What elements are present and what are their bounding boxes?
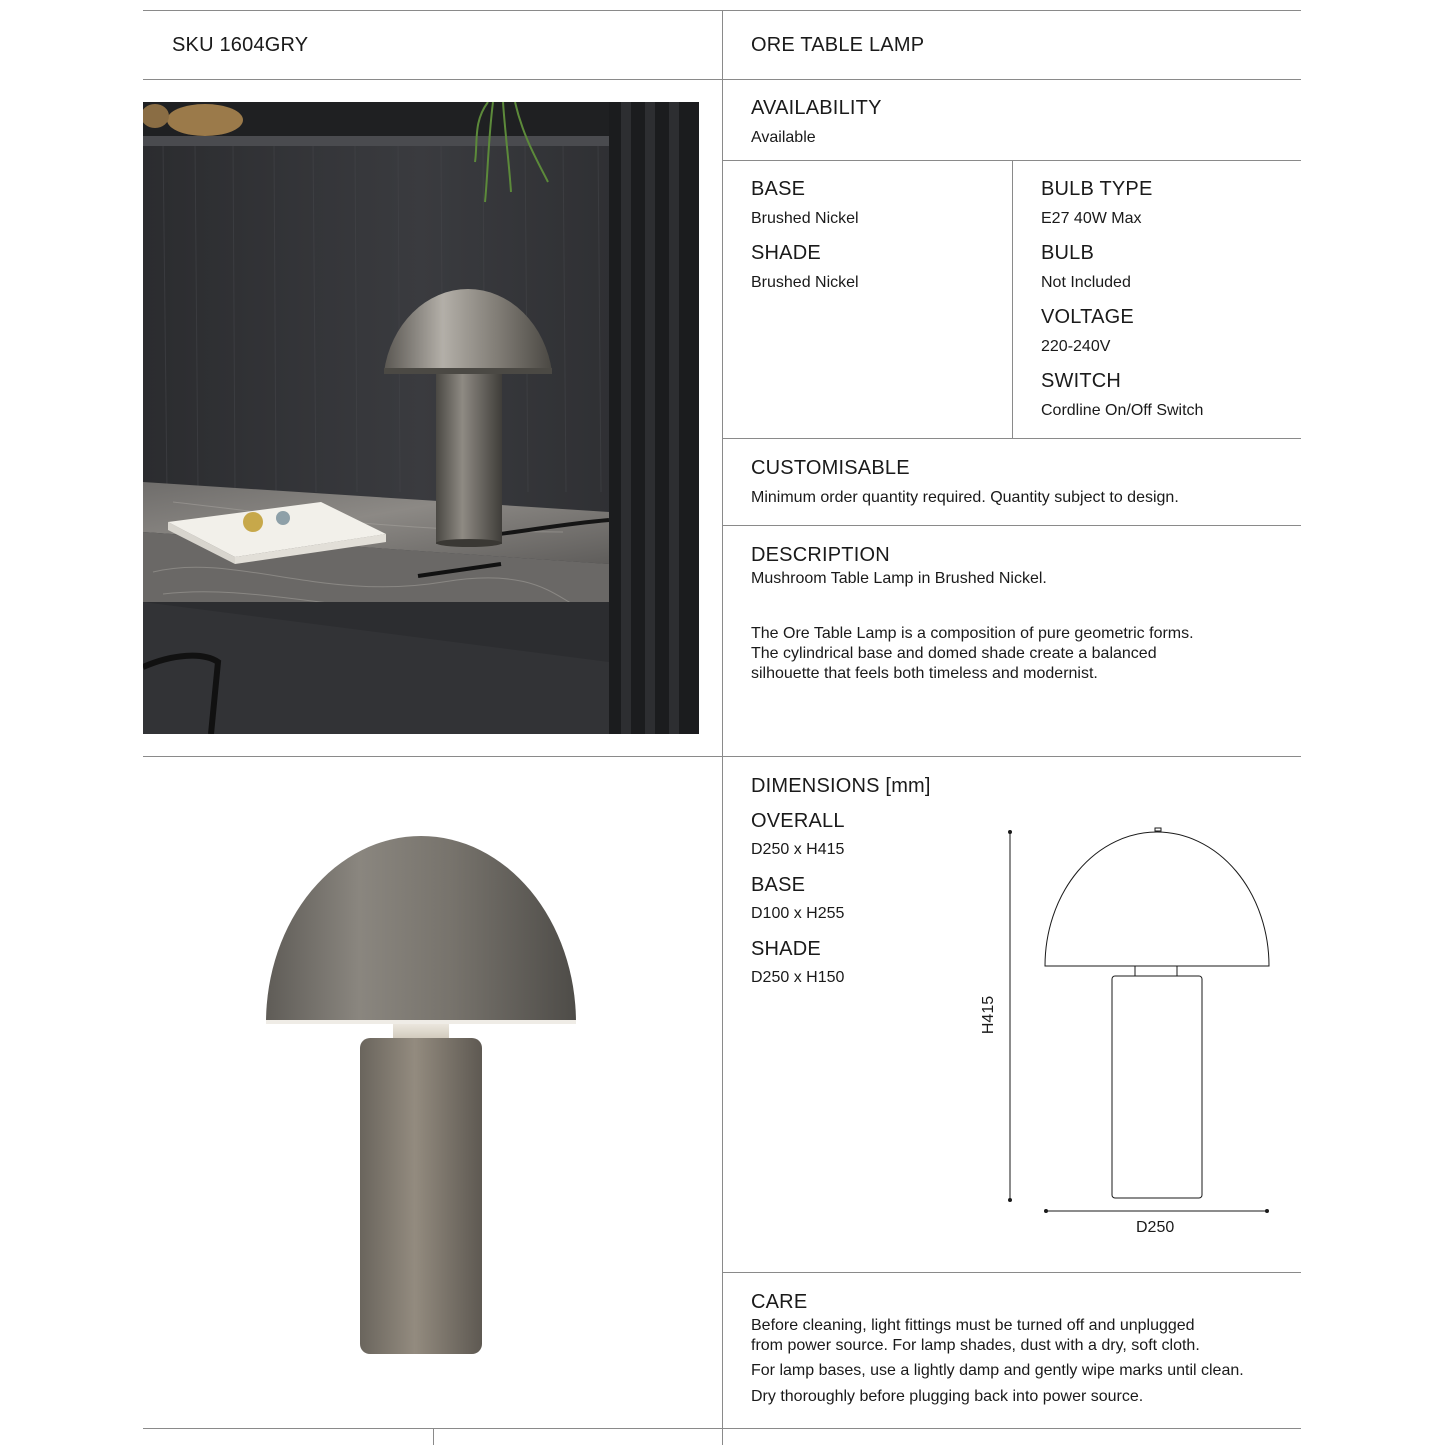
rule-customisable-bottom xyxy=(723,525,1301,526)
care-line-1: Before cleaning, light fittings must be turned off and unplugged xyxy=(751,1317,1195,1334)
bulb-type-label: BULB TYPE xyxy=(1041,178,1153,200)
rule-specs-split xyxy=(1012,161,1013,438)
rule-dimensions-bottom xyxy=(723,1272,1301,1273)
product-name: ORE TABLE LAMP xyxy=(751,34,925,56)
shade-label: SHADE xyxy=(751,242,821,264)
care-line-4: Dry thoroughly before plugging back into power source. xyxy=(751,1388,1144,1405)
description-line-4: silhouette that feels both timeless and modernist. xyxy=(751,665,1098,682)
dimensions-label: DIMENSIONS [mm] xyxy=(751,775,931,797)
diagram-width-label: D250 xyxy=(1136,1219,1175,1236)
customisable-value: Minimum order quantity required. Quantity subject to design. xyxy=(751,489,1179,506)
voltage-value: 220-240V xyxy=(1041,338,1111,355)
overall-label: OVERALL xyxy=(751,810,845,832)
care-line-2: from power source. For lamp shades, dust with a dry, soft cloth. xyxy=(751,1337,1200,1354)
rule-specs-bottom xyxy=(723,438,1301,439)
base-value: Brushed Nickel xyxy=(751,210,859,227)
customisable-label: CUSTOMISABLE xyxy=(751,457,910,479)
shade-value: Brushed Nickel xyxy=(751,274,859,291)
dim-shade-value: D250 x H150 xyxy=(751,969,845,986)
availability-label: AVAILABILITY xyxy=(751,97,882,119)
switch-value: Cordline On/Off Switch xyxy=(1041,402,1204,419)
rule-center-vertical xyxy=(722,10,723,1445)
care-label: CARE xyxy=(751,1291,808,1313)
lifestyle-photo xyxy=(143,102,699,734)
sku-code: SKU 1604GRY xyxy=(172,34,309,56)
bulb-type-value: E27 40W Max xyxy=(1041,210,1142,227)
description-label: DESCRIPTION xyxy=(751,544,890,566)
product-photo xyxy=(262,832,582,1358)
base-label: BASE xyxy=(751,178,806,200)
availability-value: Available xyxy=(751,129,816,146)
description-line-3: The cylindrical base and domed shade create a balanced xyxy=(751,645,1157,662)
bulb-value: Not Included xyxy=(1041,274,1131,291)
diagram-height-label: H415 xyxy=(980,995,998,1035)
dim-shade-label: SHADE xyxy=(751,938,821,960)
dim-base-label: BASE xyxy=(751,874,806,896)
description-line-1: Mushroom Table Lamp in Brushed Nickel. xyxy=(751,570,1047,587)
dim-base-value: D100 x H255 xyxy=(751,905,845,922)
description-line-2: The Ore Table Lamp is a composition of pure geometric forms. xyxy=(751,625,1194,642)
dimension-drawing xyxy=(980,820,1280,1240)
voltage-label: VOLTAGE xyxy=(1041,306,1134,328)
rule-footer-tick xyxy=(433,1429,434,1445)
bulb-label: BULB xyxy=(1041,242,1095,264)
overall-value: D250 x H415 xyxy=(751,841,845,858)
care-line-3: For lamp bases, use a lightly damp and gently wipe marks until clean. xyxy=(751,1362,1244,1379)
switch-label: SWITCH xyxy=(1041,370,1122,392)
